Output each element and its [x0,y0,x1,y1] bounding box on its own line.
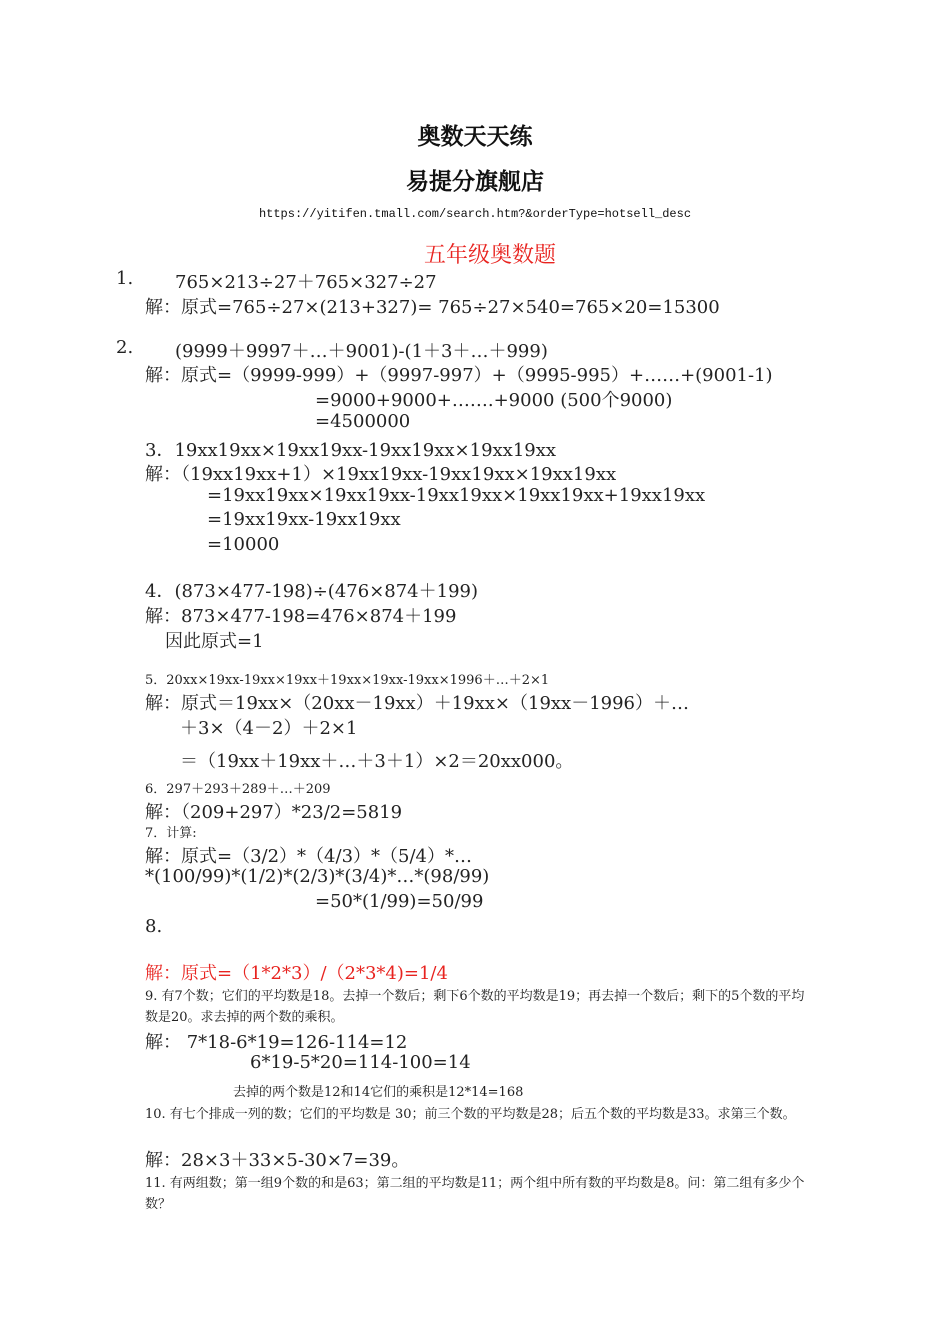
problem-4-solution-line1: 解：873×477-198=476×874＋199 [145,606,457,627]
problem-5-solution-line3: ＝（19xx＋19xx＋…＋3＋1）×2＝20xx000。 [180,751,574,772]
problem-10-question: 10. 有七个排成一列的数；它们的平均数是 30；前三个数的平均数是28；后五个数的平均数是33。求第三个数。 [145,1107,796,1122]
problem-7-solution-line3: =50*(1/99)=50/99 [315,891,484,912]
problem-9-solution-line1: 解： 7*18-6*19=126-114=12 [145,1032,408,1053]
section-title: 五年级奥数题 [423,243,556,268]
problem-4-expression: 4．(873×477-198)÷(476×874＋199) [145,581,479,602]
problem-7-expression: 7．计算: [145,826,197,841]
problem-2-number: 2. [116,337,134,358]
store-name: 易提分旗舰店 [406,168,544,195]
problem-1-solution: 解：原式=765÷27×(213+327)= 765÷27×540=765×20=15300 [145,297,720,318]
problem-5-solution-line2: ＋3×（4－2）＋2×1 [180,718,358,739]
problem-2-solution-line1: 解：原式=（9999-999）+（9997-997）+（9995-995）+……+(9001-1) [145,365,773,386]
problem-3-solution-line1: 解：（19xx19xx+1）×19xx19xx-19xx19xx×19xx19xx [145,464,617,485]
problem-1-expression: 765×213÷27＋765×327÷27 [175,272,437,293]
problem-2-expression: (9999＋9997＋…＋9001)-(1＋3＋…＋999) [175,341,548,362]
problem-10-solution: 解：28×3＋33×5-30×7=39。 [145,1150,410,1171]
problem-6-expression: 6．297＋293＋289＋…＋209 [145,782,331,797]
problem-2-solution-line3: =4500000 [315,411,411,432]
problem-8-number: 8. [145,916,163,937]
problem-9-question: 9. 有7个数；它们的平均数是18。去掉一个数后；剩下6个数的平均数是19；再去掉一个数后；剩下的5个数的平均数是20。求去掉的两个数的乘积。 [145,989,805,1025]
problem-4-solution-line2: 因此原式=1 [165,631,264,652]
problem-7-solution-line2: *(100/99)*(1/2)*(2/3)*(3/4)*…*(98/99) [145,866,490,887]
problem-1-number: 1. [116,268,134,289]
problem-8-solution: 解：原式=（1*2*3）/（2*3*4)=1/4 [145,963,448,984]
document-title: 奥数天天练 [417,123,533,150]
problem-6-solution: 解：（209+297）*23/2=5819 [145,802,403,823]
problem-3-solution-line2: =19xx19xx×19xx19xx-19xx19xx×19xx19xx+19xx19xx [207,485,706,506]
problem-9-solution-line2: 6*19-5*20=114-100=14 [250,1052,471,1073]
problem-3-solution-line4: =10000 [207,534,280,555]
problem-2-solution-line2: =9000+9000+…….+9000 (500个9000) [315,390,673,411]
problem-9-solution-line3: 去掉的两个数是12和14它们的乘积是12*14=168 [233,1085,524,1100]
problem-3-expression: 3．19xx19xx×19xx19xx-19xx19xx×19xx19xx [145,440,557,461]
problem-11-question: 11. 有两组数；第一组9个数的和是63；第二组的平均数是11；两个组中所有数的平均数是8。问：第二组有多少个数？ [145,1176,805,1212]
problem-5-expression: 5．20xx×19xx-19xx×19xx＋19xx×19xx-19xx×1996＋…＋2×1 [145,673,550,688]
problem-3-solution-line3: =19xx19xx-19xx19xx [207,509,401,530]
problem-7-solution-line1: 解：原式=（3/2）*（4/3）*（5/4）*… [145,846,472,867]
store-url: https://yitifen.tmall.com/search.htm?&orderType=hotsell_desc [258,207,692,221]
problem-5-solution-line1: 解：原式＝19xx×（20xx－19xx）＋19xx×（19xx－1996）＋… [145,693,690,714]
